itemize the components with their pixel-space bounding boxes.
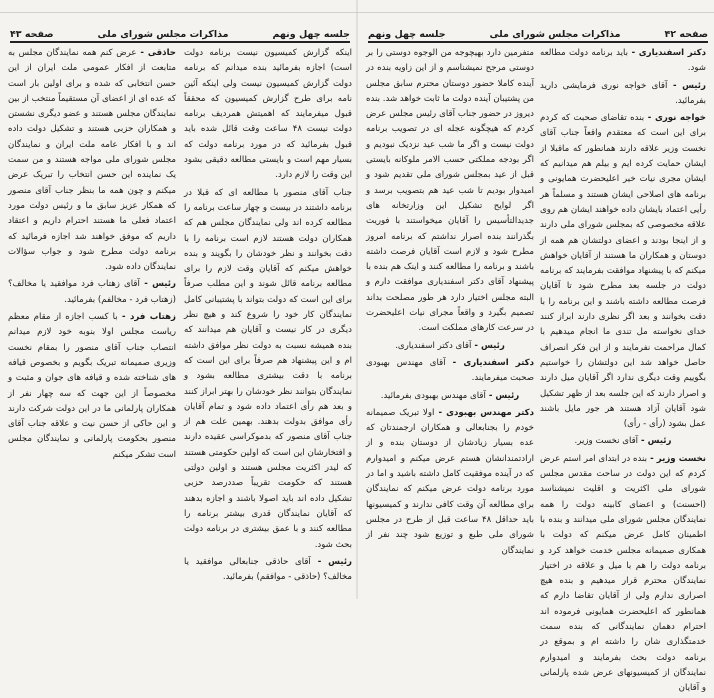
scan-artifact (0, 12, 714, 13)
speech-text: باید برنامه دولت مطالعه شود. (540, 48, 706, 74)
speech-paragraph (8, 277, 176, 308)
speech-text: اینکه گزارش کمیسیون نیست برنامه دولت است) اجازه بفرمائید بنده میدانم که برنامه دولت گزارش کمیسیون نیست ولی اینکه آئین نامه برای طرح گزارش کمیسیون که محققاً قبول میفرمایند که اهمیتش همردیف برنامه دولت نیست ۴۸ ساعت وقت قائل شده باید قبول بفرمائید که در مورد برنامه دولت که بسیار مهم است و بایستی مطالعه دقیقی بشود این وقت را لازم دارد. (184, 48, 353, 181)
speech-text: آقای خواجه نوری فرمایشی دارید بفرمائید. (540, 80, 706, 106)
speech-paragraph (366, 46, 534, 337)
speaker-name: رئیس - (667, 80, 706, 91)
speech-paragraph (184, 555, 352, 586)
speech-text: بنده تقاضای صحبت که کردم برای این است که معتقدم واقعاً جناب آقای نخست وزیر علاقه دارند همانطور که ماقبلا از ایشان حمایت کرده ایم و بیلم هم میدانیم که ایشان مجری نیات خیر اعلیحضرت همایونی و برنامه های اصلاحی ایشان هستند و مسلماً هر رأیی اعتماد بایشان داده خواهند ایشان هم روی علاقه مخصوصی که بمجلس شورای ملی دارند و از اینجا بودند و اعضای دولتشان هم همه از دوستان و همکاران ما هستند از آقایان خواهش میکنم که با پیشنهاد موافقت بفرمایند که برنامه دولت در جلسه بعد مطرح شود تا آقایان فرصت مطالعه داشته باشند و این برنامه را با دقت بخوانند و بعد اگر نظری دارند ابراز کنند خدای نخواسته مل تندی ما انجام میدهیم با کمال مراحمت نفرمایند و از این فکر انصراف حاصل خواهد شد این دولتشان را خواستیم بگوییم وقت دیگری ندارد اگر آقایان میل دارند و اصرار دارند که این جلسه بعد از ظهر تشکیل شود آقایان آزاد هستند هر جور مایل باشند عمل بشود (رأی - رأی) (540, 113, 706, 430)
page-header (10, 26, 350, 43)
speech-text: اولا تبریک صمیمانه خودم را بجنابعالی و همکاران ارجمندتان که عده بسیار زیادشان از دوستان بنده و از ارادتمندانشان هستم عرض میکنم و امیدوارم که در آینده موفقیت کامل داشته باشید و اما در مورد برنامه دولت عرض میکنم که نمایندگان برای مطالعه آن وقت کافی ندارند و کمیسیونها باید حداقل ۴۸ ساعت قبل از طرح در مجلس شورای ملی طبع و توزیع شود چند نفر از نمایندگان (366, 407, 534, 556)
speaker-name: رئیس - (638, 436, 672, 447)
speaker-name: خواجه نوری - (644, 113, 706, 124)
right-page (358, 0, 714, 694)
speaker-name: رئیس - (139, 279, 176, 290)
speech-paragraph (366, 356, 534, 387)
speech-paragraph (8, 46, 176, 275)
speaker-name: نخست وزیر - (647, 453, 706, 464)
text-column (366, 46, 534, 561)
speech-text: آقای حاذقی جنابعالی موافقید یا مخالف؟ (حاذقی - موافقم) بفرمائید. (184, 556, 352, 583)
text-column (8, 46, 176, 465)
speech-text: آقای نخست وزیر. (574, 436, 639, 447)
page-header (368, 26, 708, 43)
page-number: صفحه ۴۲ (664, 29, 708, 40)
speech-paragraph (366, 389, 534, 404)
speech-paragraph (366, 406, 534, 559)
speech-paragraph (366, 339, 534, 354)
speech-text: آقای دکتر اسفندیاری. (395, 340, 472, 351)
text-column (540, 46, 706, 698)
speech-paragraph (184, 186, 352, 553)
speech-text: با کسب اجازه از مقام معظم ریاست مجلس اولا بنوبه خود لازم میدانم انتصاب جناب آقای منصور را بمقام نخست وزیری صمیمانه تبریک بگویم و بخصوص قیافه های شناخته شده و قیافه های جوان و مثبت و مخصوصاً از این جهت که سه چهار نفر از همکاران پارلمانی ما در این دولت شرکت دارند و این حاکی از حسن نیت و علاقه جناب آقای منصور بحکومت پارلمانی و نمایندگان مجلس است تشکر میکنم (8, 312, 176, 460)
speaker-name: رئیس - (310, 556, 352, 567)
speaker-name: دکتر اسفندیاری - (628, 48, 706, 58)
speech-text: آقای مهندس بهبودی بفرمائید. (380, 390, 486, 401)
speech-text: عرض کنم همه نمایندگان مجلس به متابعت از افکار عمومی ملت ایران از این حسن انتخابی که شده و برای اولین بار است که عده ای از اعضای آن مستقیماً منتخب از بین نمایندگان مجلس هستند و عضو دیگری نشستن و همکاران حزبی هستند و تشکیل دولت داده اند و با افکار عامه ملت ایران و نمایندگان مجلس شورای ملی مواجه هستند و من سمت یک نماینده این حسن انتخاب را تبریک عرض میکنم و چون همه ما بنظر جناب آقای منصور که همکار عزیز سابق ما و رئیس دولت مورد اعتماد فعلی ما هستند احترام داریم و اعتقاد داریم که موفق خواهند شد اجازه فرمائید که برنامه دولت مطرح شود و جواب سؤالات نمایندگان داده شود. (8, 48, 176, 273)
speech-paragraph (184, 46, 352, 184)
text-column (184, 46, 352, 587)
speech-text: آقای مهندس بهبودی صحبت میفرمایند. (366, 357, 534, 384)
speaker-name: زهتاب فرد - (117, 312, 177, 323)
speech-paragraph (540, 79, 706, 110)
speaker-name: دکتر اسفندیاری - (445, 357, 535, 368)
speaker-name: رئیس - (471, 340, 505, 351)
speaker-name: دکتر مهندس بهبودی - (434, 407, 534, 418)
page-number: صفحه ۴۳ (10, 29, 54, 40)
running-title: مذاکرات مجلس شورای ملی (97, 29, 229, 40)
session-label: جلسه چهل ونهم (272, 29, 350, 40)
session-label: جلسه چهل ونهم (368, 29, 446, 40)
speech-paragraph (540, 434, 706, 449)
speech-paragraph (540, 46, 706, 77)
speech-text: بنده در ابتدای امر استم عرض کردم که این دولت در ساحت مقدس مجلس شورای ملی اکثریت و اقلیت نمیشناسد (احسنت) و اعضای کابینه دولت را همه نمایندگان مجلس شورای ملی میدانند و بنده با اطمینان کامل عرض میکنم که دولت با همکاری صمیمانه مجلس خدمت خواهد کرد و برنامه دولت را هم با میل و علاقه در اختیار نمایندگان محترم قرار میدهیم و بنده هیچ اصراری ندارم ولی از آقایان تقاضا دارم که همانطور که اعلیحضرت همایونی فرموده اند احترام دهمان نمایندگانی که بنده سمت خدمتگذاری شان را داشته ام و بموقع در برنامه دولت بحث بفرمایند و امیدوارم نمایندگان از کمیسیونهای عرض شده پارلمانی و آقایان (540, 453, 706, 694)
left-page (0, 0, 356, 599)
speech-paragraph (540, 452, 706, 697)
speaker-name: حاذقی - (136, 48, 176, 58)
speech-text: آقای زهتاب فرد موافقید یا مخالف؟ (زهتاب فرد - مخالفم) بفرمائید. (8, 279, 176, 305)
speaker-name: رئیس - (485, 390, 520, 401)
speech-text: متفرمین دارد بهیچوجه من الوجوه دوستی را بر دوستی مرجح نمیشناسم و از این زاویه بنده در آینده کاملا حضور دوستان محترم سابق مجلس من پشتیبان آینده دولت ما ثابت خواهد شد. بنده دیروز در حضور جناب آقای رئیس مجلس عرض کردم که هیچگونه عجله ای در تصویب برنامه دولت نیست و اگر ما شب عید نزدیک نبودیم و اگر بودجه مملکتی حسب الامر ملوکانه بایستی قبل از عید بمجلس شورای ملی تقدیم شود و امیدوار بودیم تا شب عید هم بتصویب برسد و اگر لوایح تشکیل این وزارتخانه های جدیدالتأسیس را آقایان میخواستند با فوریت بگذرانند بنده اصرار نداشتم که برنامه امروز مطرح شود و لازم است آقایان فرصت داشته باشند و برنامه را مطالعه کنند و اینک هم بنده با پیشنهاد آقای دکتر اسفندیاری موافقت دارم و البته مجلس اختیار دارد هر طور مصلحت بداند تصمیم بگیرد و واقعاً مجرای نیات اعلیحضرت در سرعت کارهای مملکت است. (366, 48, 534, 334)
running-title: مذاکرات مجلس شورای ملی (489, 29, 621, 40)
speech-text: جناب آقای منصور با مطالعه ای که قبلا در برنامه داشتند در بیست و چهار ساعت برنامه را مطالعه کرده اند ولی نمایندگان مجلس هم که همکاران دولت هستند لازم است برنامه را با دقت بخوانند و نظر خودشان را بگویند و بنده خواهش میکنم که آقایان وقت لازم را برای مطالعه برنامه قائل شوند و این مطلب صرفاً برای این است که دولت بتواند با پشتیبانی کامل نمایندگان کار خود را شروع کند و هیچ نظر دیگری در کار نیست و آقایان هم میدانند که بنده همیشه نسبت به دولت نظر موافق داشته ام و این پیشنهاد هم صرفاً برای این است که برنامه با دقت بیشتری مطالعه بشود و نمایندگان بتوانند نظر خودشان را بهتر ابراز کنند و بعد هم رأی اعتماد داده شود و تمام آقایان رأی موافق بدولت بدهند. بهمین علت هم از جناب آقای منصور که بدموکراسی عقیده دارند و افتخارشان این است که اولین حکومتی هستند که لیدر اکثریت مجلس هستند و اولین دولتی هستند که حکومت تقریباً صددرصد حزبی تشکیل داده اند باید اصولا باشند و اجازه بدهند که آقایان نمایندگان قدری بیشتر برنامه را مطالعه کنند و با عمق بیشتری در برنامه دولت بحث شود. (184, 187, 352, 550)
speech-paragraph (540, 111, 706, 432)
speech-paragraph (8, 310, 176, 463)
